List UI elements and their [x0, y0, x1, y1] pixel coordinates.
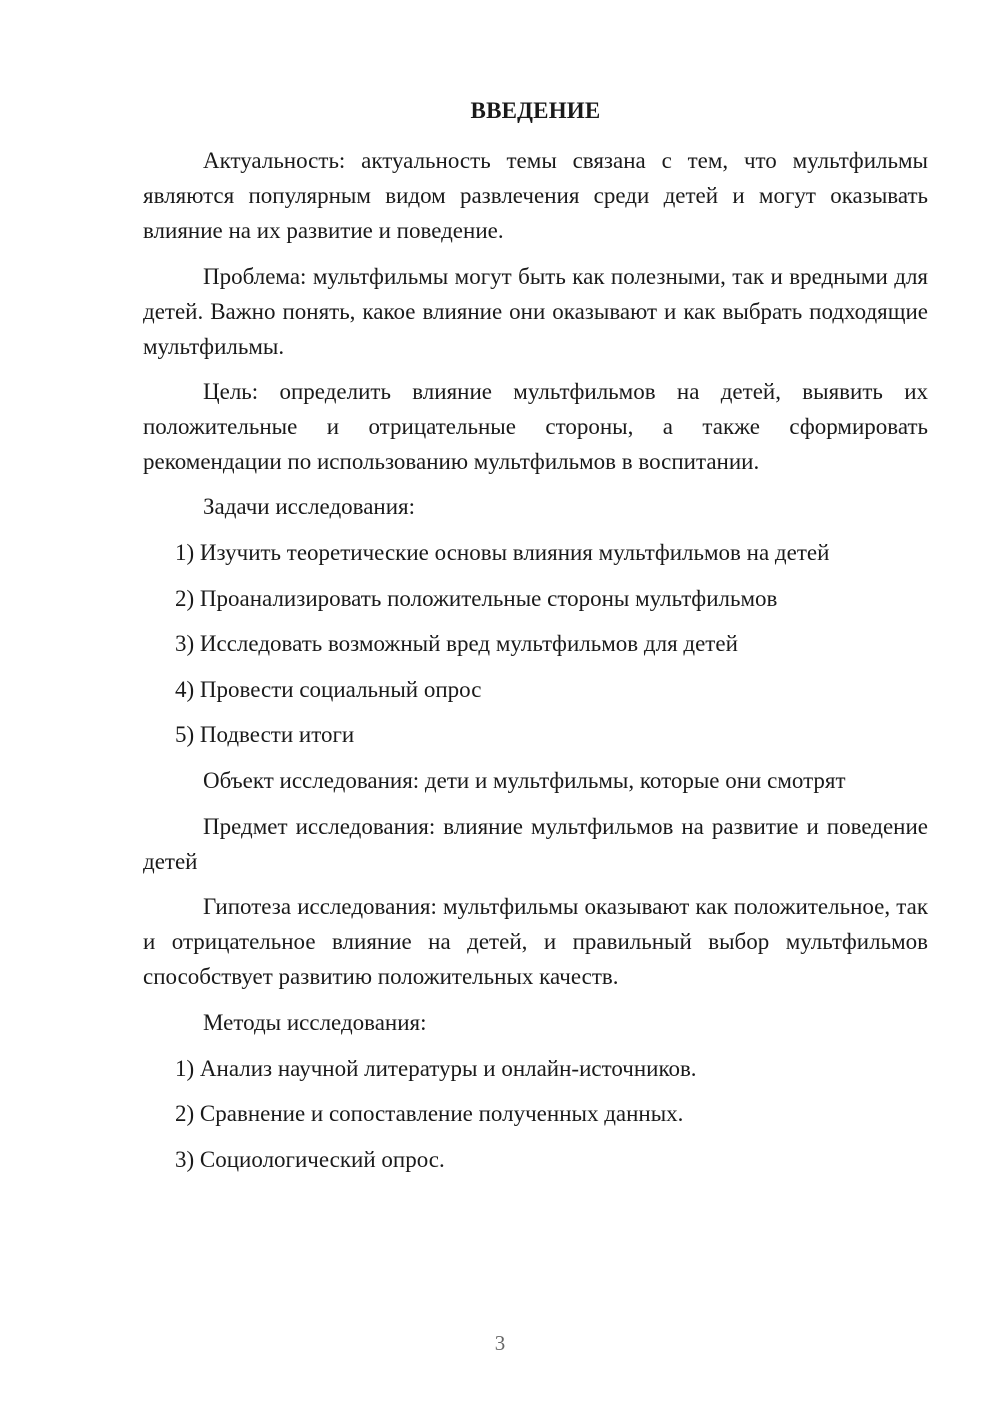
subject-paragraph: Предмет исследования: влияние мультфильмов на развитие и поведение детей	[143, 814, 928, 874]
page-title: ВВЕДЕНИЕ	[470, 98, 601, 123]
method-list-item: 1) Анализ научной литературы и онлайн-источников.	[175, 1056, 697, 1081]
problem-paragraph: Проблема: мультфильмы могут быть как полезными, так и вредными для детей. Важно понять, какое влияние они оказывают и как выбрать подходящие мультфильмы.	[143, 264, 928, 359]
method-list-item: 3) Социологический опрос.	[175, 1147, 445, 1172]
page-number: 3	[494, 1331, 506, 1355]
method-list-item: 2) Сравнение и сопоставление полученных данных.	[175, 1101, 684, 1126]
hypothesis-paragraph: Гипотеза исследования: мультфильмы оказывают как положительное, так и отрицательное влияние на детей, и правильный выбор мультфильмов способствует развитию положительных качеств.	[143, 894, 928, 989]
tasks-heading: Задачи исследования:	[203, 494, 416, 519]
methods-heading: Методы исследования:	[203, 1010, 427, 1035]
relevance-paragraph: Актуальность: актуальность темы связана с тем, что мультфильмы являются популярным видом развлечения среди детей и могут оказывать влияние на их развитие и поведение.	[143, 148, 928, 243]
task-list-item: 2) Проанализировать положительные стороны мультфильмов	[175, 586, 778, 611]
task-list-item: 3) Исследовать возможный вред мультфильмов для детей	[175, 631, 738, 656]
task-list-item: 4) Провести социальный опрос	[175, 677, 482, 702]
goal-paragraph: Цель: определить влияние мультфильмов на детей, выявить их положительные и отрицательные стороны, а также сформировать рекомендации по использованию мультфильмов в воспитании.	[143, 379, 928, 474]
object-paragraph: Объект исследования: дети и мультфильмы, которые они смотрят	[203, 768, 846, 793]
task-list-item: 5) Подвести итоги	[175, 722, 355, 747]
task-list-item: 1) Изучить теоретические основы влияния мультфильмов на детей	[175, 540, 830, 565]
